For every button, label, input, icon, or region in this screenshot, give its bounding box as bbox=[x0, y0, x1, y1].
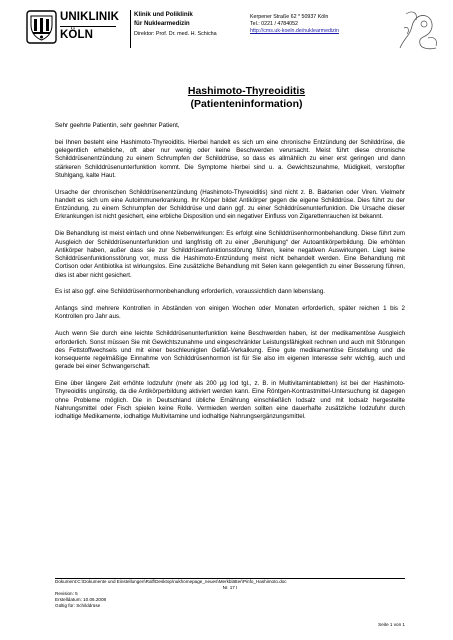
address-block bbox=[250, 14, 390, 35]
footer-revision: Revision: 5 bbox=[55, 591, 78, 597]
paragraph-importance: Auch wenn Sie durch eine leichte Schilddrüsenunterfunktion keine Beschwerden haben, ist der medikamentöse Ausgleich erforderlich. Sonst müssen Sie mit Gewichtszunahme und eingeschränkter Leistungsfähigkeit rechnen und auch mit Störungen des Fettstoffwechsels und mit einer beschleunigten Gefäß-Verkalkung. Eine gute medikamentöse Einstellung und die konsequente regelmäßige Einnahme von Schilddrüsenhormon ist für Sie also im eigenen Interesse sehr wichtig, auch und gerade bei einer Schwangerschaft. bbox=[55, 330, 405, 371]
paragraph-cause: Ursache der chronischen Schilddrüsenentzündung (Hashimoto-Thyreoiditis) sind nicht z. B. Bakterien oder Viren. Vielmehr handelt es sich um eine Autoimmunerkrankung. Ihr Körper bildet Antikörper gegen die eigene Schilddrüse. Dies führt zu der Entzündung, zu einem Schrumpfen der Schilddrüse und dann ggf. zu einer Schilddrüsenunterfunktion. Die Ursache dieser Erkrankungen ist nicht gesichert, eine erbliche Disposition und ein negativer Einfluss von Zigarettenrauchen ist bekannt. bbox=[55, 188, 405, 221]
salutation: Sehr geehrte Patientin, sehr geehrter Patient, bbox=[55, 122, 180, 129]
footer-valid-for: Gültig für: Schilddrüse bbox=[55, 603, 101, 609]
document-body bbox=[55, 122, 405, 430]
logo-line1: UNIKLINIK bbox=[60, 9, 116, 27]
document-subtitle: (Patienteninformation) bbox=[190, 98, 303, 110]
letterhead bbox=[0, 0, 453, 60]
decorative-line-art-icon bbox=[398, 8, 440, 52]
footer-created-date: Erstelldatum: 10.06.2008 bbox=[55, 597, 107, 603]
paragraph-lifelong: Es ist also ggf. eine Schilddrüsenhormonbehandlung erforderlich, voraussichtlich dann lebenslang. bbox=[55, 288, 326, 296]
uniklinik-logo bbox=[60, 9, 120, 49]
clinic-director: Direktor: Prof. Dr. med. H. Schicha bbox=[134, 31, 217, 37]
document-footer bbox=[55, 579, 405, 627]
university-seal-icon bbox=[26, 10, 57, 44]
logo-line2: KÖLN bbox=[60, 29, 93, 41]
paragraph-iodine: Eine über längere Zeit erhöhte Iodzufuhr (mehr als 200 µg Iod tgl., z. B. in Multivitamintabletten) ist bei der Hashimoto-Thyreoiditis ungünstig, da die Antikörperbildung aktiviert werden kann. Eine Röntgen-Kontrastmittel-Untersuchung ist dagegen ohne Probleme möglich. Die in Deutschland übliche Ernährung einschließlich Iodsalz und mit Iodsalz hergestellte Nahrungsmittel oder Fisch spielen keine Rolle. Vermieden werden sollten eine dauerhafte zusätzliche Iodzufuhr durch iodhaltige Medikamente, iodhaltige Multivitamine und iodhaltige Nahrungsergänzungsmittel. bbox=[55, 380, 405, 421]
footer-page-number: Seite 1 von 1 bbox=[378, 621, 405, 627]
clinic-name-line2: für Nuklearmedizin bbox=[134, 19, 190, 27]
footer-document-path: Dokument:C:\Dokumente und Einstellungen\Ralf\Desktop\nukhomepage_neues\Merkblätter\Pinfo_Hashimoto.doc bbox=[55, 579, 287, 584]
clinic-name-line1: Klinik und Poliklinik bbox=[134, 11, 193, 18]
paragraph-introduction: bei Ihnen besteht eine Hashimoto-Thyreoiditis. Hierbei handelt es sich um eine chronische Entzündung der Schilddrüse, die gelegentlich erhebliche, oft aber nur wenig oder keine Beschwerden verursacht. Meist führt diese chronische Schilddrüsenentzündung zu einem Schrumpfen der Schilddrüse, so dass es allmählich zu einer erst geringen und dann stärkeren Schilddrüsenunterfunktion kommt. Die Symptome hierbei sind u. a. Gewichtszunahme, Müdigkeit, verstopfter Stuhlgang, kalte Haut. bbox=[55, 138, 405, 179]
paragraph-treatment: Die Behandlung ist meist einfach und ohne Nebenwirkungen: Es erfolgt eine Schilddrüsenhormonbehandlung. Diese führt zum Ausgleich der Schilddrüsenunterfunktion und langfristig oft zu einer „Beruhigung“ der Autoantikörperbildung. Die erhöhten Antikörper haben, außer dass sie zur Schilddrüsenfunktionsstörung führen, keine negativen Auswirkungen. Liegt keine Schilddrüsenfunktionsstörung vor, muss die Hashimoto-Entzündung meist nicht behandelt werden. Eine Behandlung mit Cortison oder Antibiotika ist wirkungslos. Eine zusätzliche Behandlung mit Selen kann gelegentlich zu einer Besserung führen, dies ist aber nicht gesichert. bbox=[55, 230, 405, 279]
document-title: Hashimoto-Thyreoiditis bbox=[187, 85, 306, 97]
address-street: Kerpener Straße 62 * 50937 Köln bbox=[250, 14, 329, 20]
address-phone: Tel.: 0221 / 4784052 bbox=[250, 21, 299, 27]
paragraph-controls: Anfangs sind mehrere Kontrollen in Abständen von einigen Wochen oder Monaten erforderlich, später reichen 1 bis 2 Kontrollen pro Jahr aus. bbox=[55, 305, 405, 321]
address-website-link[interactable]: http://cms.uk-koeln.de/nuklearmedizin bbox=[250, 28, 339, 34]
clinic-name-block bbox=[134, 11, 242, 38]
footer-number: Nr. 17 I bbox=[222, 585, 238, 591]
header-divider bbox=[130, 10, 131, 48]
